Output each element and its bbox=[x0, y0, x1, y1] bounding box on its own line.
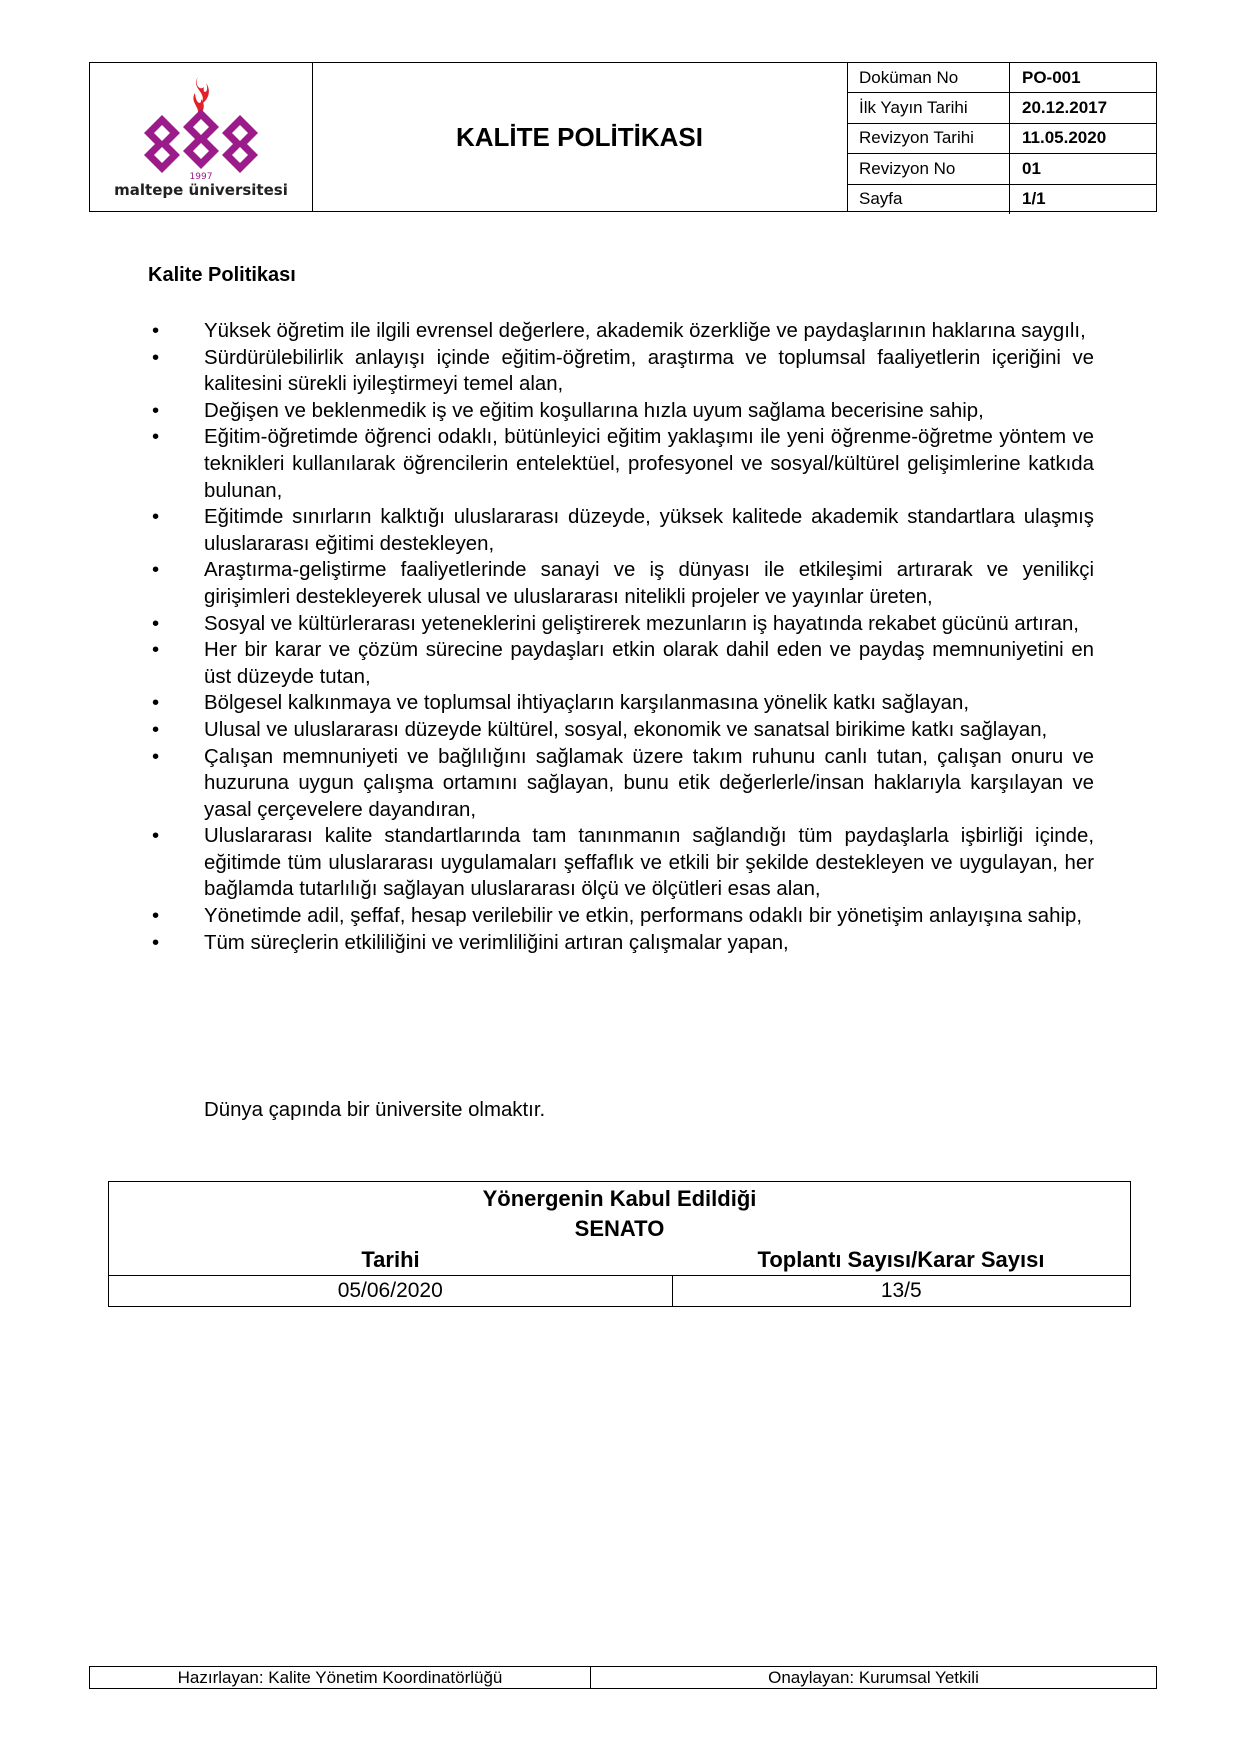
university-name: maltepe üniversitesi bbox=[114, 181, 288, 199]
logo-year: 1997 bbox=[189, 172, 213, 181]
list-item bbox=[148, 690, 1094, 717]
list-item bbox=[148, 557, 1094, 610]
university-logo bbox=[90, 63, 313, 211]
meta-label: Doküman No bbox=[848, 63, 1010, 93]
bullet-icon: • bbox=[152, 506, 160, 529]
section-heading: Kalite Politikası bbox=[148, 264, 296, 286]
list-item-text: Ulusal ve uluslararası düzeyde kültürel, sosyal, ekonomik ve sanatsal birikime katkı sağlayan, bbox=[204, 718, 1048, 741]
bullet-icon: • bbox=[152, 639, 160, 662]
list-item-text: Çalışan memnuniyeti ve bağlılığını sağlamak üzere takım ruhunu canlı tutan, çalışan onuru ve huzuruna uygun çalışma ortamını sağlayan, bunu etik değerlerle/insan haklarıyla karşılayan ve yasal çerçevelere dayandıran, bbox=[204, 745, 1094, 821]
closing-statement: Dünya çapında bir üniversite olmaktır. bbox=[204, 1099, 546, 1121]
list-item bbox=[148, 717, 1094, 744]
list-item-text: Tüm süreçlerin etkililiğini ve verimliliğini artıran çalışmalar yapan, bbox=[204, 931, 789, 954]
list-item bbox=[148, 398, 1094, 425]
meta-row bbox=[848, 63, 1156, 93]
document-meta-table bbox=[848, 63, 1156, 214]
meta-row bbox=[848, 154, 1156, 184]
bullet-icon: • bbox=[152, 718, 160, 741]
list-item-text: Eğitim-öğretimde öğrenci odaklı, bütünleyici eğitim yaklaşımı ile yeni öğrenme-öğretme yöntem ve teknikleri kullanılarak öğrencilerin entelektüel, profesyonel ve sosyal/kültürel gelişimlerine katkıda bulunan, bbox=[204, 426, 1094, 502]
prepared-by: Hazırlayan: Kalite Yönetim Koordinatörlüğü bbox=[90, 1667, 591, 1688]
bullet-icon: • bbox=[152, 612, 160, 635]
document-footer bbox=[89, 1666, 1157, 1689]
list-item-text: Sürdürülebilirlik anlayışı içinde eğitim-öğretim, araştırma ve toplumsal faaliyetlerin içeriğini ve kalitesini sürekli iyileştirmeyi temel alan, bbox=[204, 346, 1094, 396]
list-item-text: Sosyal ve kültürlerarası yeteneklerini geliştirerek mezunların iş hayatında rekabet gücünü artıran, bbox=[204, 612, 1079, 635]
list-item bbox=[148, 424, 1094, 504]
list-item bbox=[148, 903, 1094, 930]
policy-list bbox=[148, 318, 1094, 956]
list-item bbox=[148, 823, 1094, 903]
meta-value: 20.12.2017 bbox=[1010, 93, 1157, 123]
list-item-text: Her bir karar ve çözüm sürecine paydaşları etkin olarak dahil eden ve paydaş memnuniyetini en üst düzeyde tutan, bbox=[204, 639, 1094, 688]
meta-label: Sayfa bbox=[848, 184, 1010, 214]
meta-value: 11.05.2020 bbox=[1010, 123, 1157, 153]
list-item bbox=[148, 611, 1094, 638]
bullet-icon: • bbox=[152, 931, 160, 954]
list-item-text: Bölgesel kalkınmaya ve toplumsal ihtiyaçların karşılanmasına yönelik katkı sağlayan, bbox=[204, 692, 970, 715]
meta-value: 1/1 bbox=[1022, 189, 1046, 209]
bullet-icon: • bbox=[152, 346, 160, 369]
senate-approval-table bbox=[108, 1181, 1131, 1307]
senate-subtitle: SENATO bbox=[574, 1216, 665, 1241]
list-item bbox=[148, 930, 1094, 957]
meta-label: İlk Yayın Tarihi bbox=[848, 93, 1010, 123]
bullet-icon: • bbox=[152, 426, 160, 449]
bullet-icon: • bbox=[152, 905, 160, 928]
list-item bbox=[148, 637, 1094, 690]
list-item-text: Eğitimde sınırların kalktığı uluslararası düzeyde, yüksek kalitede akademik standartlara ulaşmış uluslararası eğitimi destekleyen, bbox=[204, 506, 1094, 555]
list-item-text: Uluslararası kalite standartlarında tam tanınmanın sağlandığı tüm paydaşlarla işbirliği içinde, eğitimde tüm uluslararası uygulamaları şeffaflık ve etkili bir şekilde destekleyen ve uygulayan, her bağlamda tutarlılığı sağlayan uluslararası ölçü ve ölçütleri esas alan, bbox=[204, 825, 1094, 901]
bullet-icon: • bbox=[152, 692, 160, 715]
date-value: 05/06/2020 bbox=[109, 1276, 673, 1307]
meta-row bbox=[848, 184, 1156, 214]
senate-heading bbox=[109, 1182, 1131, 1245]
bullet-icon: • bbox=[152, 825, 160, 848]
list-item bbox=[148, 504, 1094, 557]
meta-value: 01 bbox=[1010, 154, 1157, 184]
list-item-text: Yönetimde adil, şeffaf, hesap verilebilir ve etkin, performans odaklı bir yönetişim anlayışına sahip, bbox=[204, 905, 1083, 928]
list-item bbox=[148, 744, 1094, 824]
list-item-text: Değişen ve beklenmedik iş ve eğitim koşullarına hızla uyum sağlama becerisine sahip, bbox=[204, 399, 984, 422]
list-item-text: Araştırma-geliştirme faaliyetlerinde sanayi ve iş dünyası ile etkileşimi artırarak ve yenilikçi girişimleri destekleyerek ulusal ve uluslararası nitelikli projeler ve yayınlar üreten, bbox=[204, 559, 1094, 608]
document-header bbox=[89, 62, 1157, 212]
bullet-icon: • bbox=[152, 320, 160, 342]
bullet-icon: • bbox=[152, 559, 160, 582]
list-item-text: Yüksek öğretim ile ilgili evrensel değerlere, akademik özerkliğe ve paydaşlarının haklarına saygılı, bbox=[204, 320, 1086, 342]
meta-row bbox=[848, 93, 1156, 123]
date-label: Tarihi bbox=[109, 1244, 673, 1276]
list-item bbox=[148, 318, 1094, 345]
list-item bbox=[148, 345, 1094, 398]
meta-label: Revizyon Tarihi bbox=[848, 123, 1010, 153]
meeting-value: 13/5 bbox=[672, 1276, 1131, 1307]
bullet-icon: • bbox=[152, 745, 160, 768]
document-title: KALİTE POLİTİKASI bbox=[312, 63, 848, 211]
logo-mark-icon bbox=[140, 75, 262, 181]
senate-title: Yönergenin Kabul Edildiği bbox=[482, 1186, 757, 1211]
meeting-label: Toplantı Sayısı/Karar Sayısı bbox=[672, 1244, 1131, 1276]
bullet-icon: • bbox=[152, 399, 160, 422]
meta-row bbox=[848, 123, 1156, 153]
approved-by: Onaylayan: Kurumsal Yetkili bbox=[768, 1668, 979, 1687]
meta-label: Revizyon No bbox=[848, 154, 1010, 184]
meta-value: PO-001 bbox=[1010, 63, 1157, 93]
